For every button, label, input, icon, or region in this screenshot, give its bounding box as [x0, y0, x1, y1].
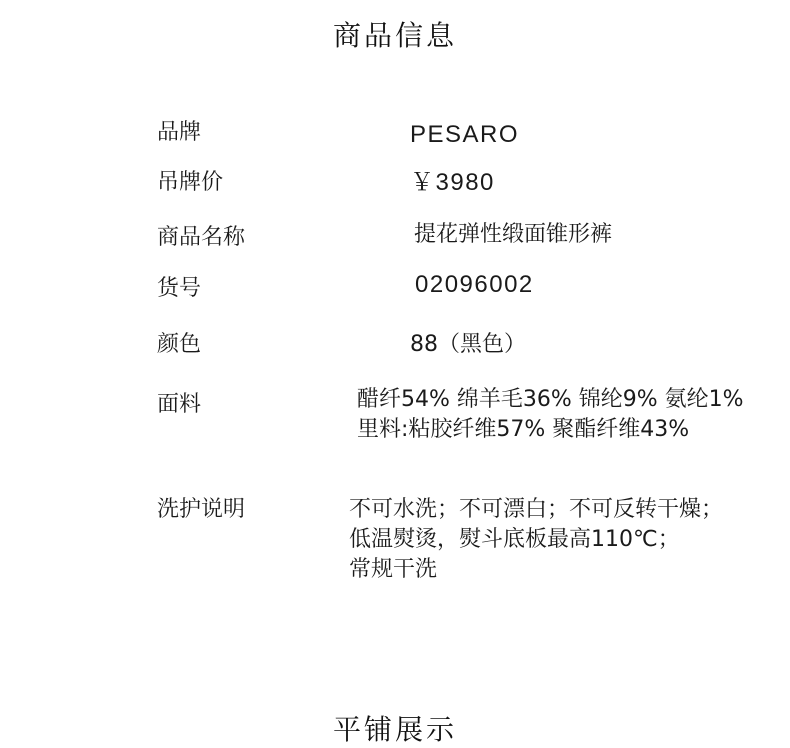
fabric-line: 醋纤54% 绵羊毛36% 锦纶9% 氨纶1% [357, 387, 744, 412]
label-tag-price: 吊牌价 [157, 170, 224, 195]
label-care-instructions: 洗护说明 [157, 497, 246, 522]
value-tag-price: ￥3980 [410, 169, 495, 196]
value-color: 88（黑色） [410, 332, 526, 357]
next-section-title: 平铺展示 [332, 713, 457, 746]
value-fabric [357, 385, 744, 445]
care-line: 不可水洗；不可漂白；不可反转干燥； [349, 497, 724, 522]
section-title: 商品信息 [332, 19, 457, 52]
value-care-instructions [349, 495, 723, 585]
label-color: 颜色 [157, 332, 202, 357]
label-item-number: 货号 [157, 276, 202, 301]
care-line: 低温熨烫，熨斗底板最高110℃； [349, 527, 680, 552]
label-fabric: 面料 [157, 392, 202, 417]
value-brand: PESARO [410, 121, 520, 148]
label-brand: 品牌 [157, 120, 202, 145]
value-product-name: 提花弹性缎面锥形裤 [414, 222, 613, 247]
fabric-line: 里料:粘胶纤维57% 聚酯纤维43% [357, 417, 690, 442]
care-line: 常规干洗 [349, 557, 438, 582]
label-product-name: 商品名称 [157, 225, 246, 250]
value-item-number: 02096002 [415, 271, 534, 298]
